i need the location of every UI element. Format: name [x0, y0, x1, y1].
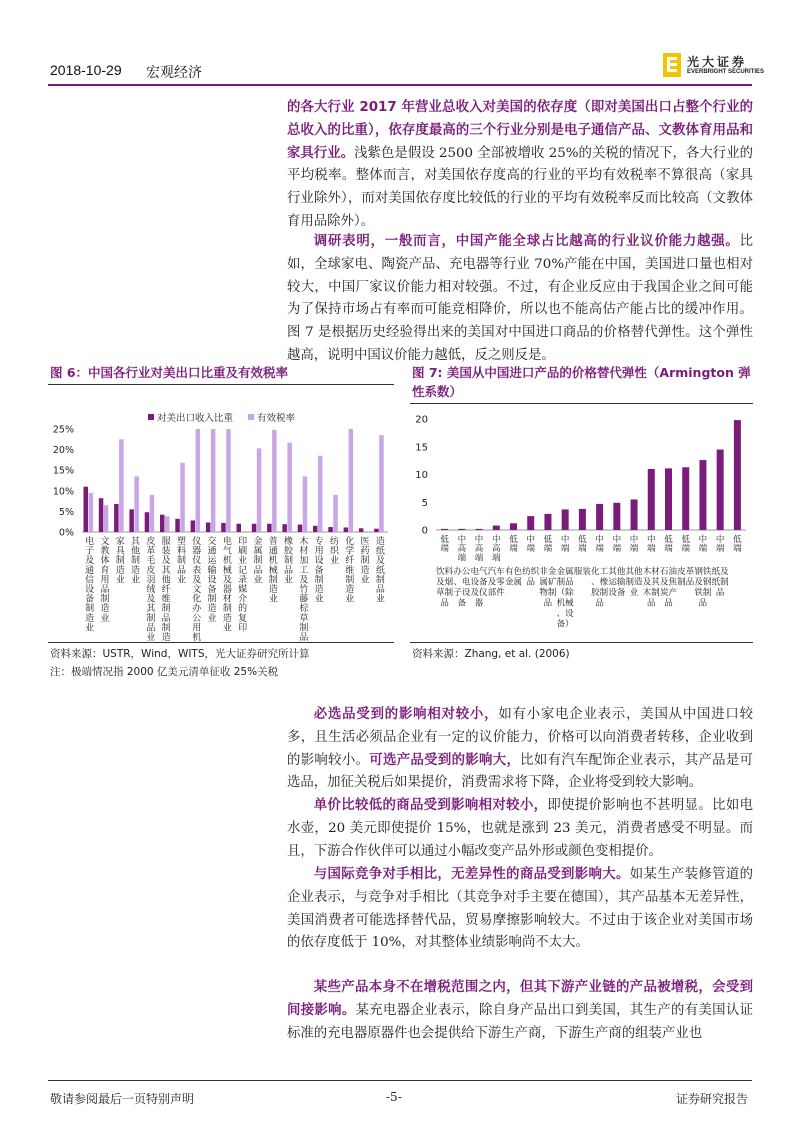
- paragraph-5-text: 如某生产装修管道的企业表示，与竞争对手相比（其竞争对手主要在德国），其产品基本无差异性，美国消费者可能选择替代品，贸易摩擦影响较大。不过由于该企业对美国市场的依存度低于 10%，对其整体业绩影响尚不太大。: [287, 867, 754, 951]
- x-category-label: 办公、电子设备: [453, 567, 471, 609]
- paragraph-3-highlight-2: 可选产品受到的影响大，: [369, 752, 521, 768]
- bar-export-share: [267, 524, 272, 532]
- footer-report-type: 证券研究报告: [676, 1092, 749, 1106]
- bar-export-share: [99, 498, 104, 532]
- bar-elasticity: [493, 526, 500, 530]
- paragraph-3-highlight-1: 必选品受到的影响相对较小，: [313, 707, 499, 722]
- x-category-label: 皮革毛皮羽绒及其制品业: [146, 537, 156, 642]
- x-category-label: 钢铁及钢铁制品: [694, 567, 712, 609]
- x-category-label: 化工、橡胶制品: [591, 567, 609, 609]
- x-group-label: 中端: [647, 535, 656, 555]
- bar-elasticity: [648, 469, 655, 530]
- x-category-label: 有色金属: [504, 567, 523, 588]
- x-category-label: 木材及其木制品: [642, 567, 660, 609]
- bar-elasticity: [613, 503, 620, 530]
- x-category-label: 电子及通信设备制造业: [85, 537, 95, 634]
- paragraph-6-highlight: 某些产品本身不在增税范围之内，但其下游产业链的产品被增税，会受到间接影响。: [287, 980, 753, 1018]
- bar-elasticity: [562, 509, 569, 530]
- bar-elasticity: [441, 529, 448, 530]
- figure-6-chart: [48, 402, 394, 642]
- paragraph-6: [287, 977, 753, 1045]
- figure-7-title: 图 7: 美国从中国进口产品的价格替代弹性（Armington 弹性系数）: [412, 365, 751, 399]
- x-category-label: 服装及其他纤维制品制造: [161, 537, 171, 642]
- x-group-label: 低端: [664, 535, 673, 555]
- x-category-label: 印刷业记录媒介的复印: [238, 537, 248, 634]
- bar-tax-rate: [287, 443, 292, 532]
- figure-6-top-rule: [48, 384, 394, 385]
- bar-export-share: [252, 524, 256, 532]
- logo-text-en: EVERBRIGHT SECURITIES: [687, 69, 765, 75]
- legend-label-1: 对美出口收入比重: [157, 413, 234, 424]
- logo-text-cn: 光大证券: [687, 55, 748, 69]
- y-tick-label: 10%: [52, 486, 74, 498]
- bar-elasticity: [665, 468, 672, 530]
- x-group-label: 中端: [715, 535, 725, 555]
- bar-tax-rate: [165, 516, 170, 532]
- figure-6-source: 资料来源：USTR，Wind，WITS，光大证券研究所计算: [50, 648, 310, 660]
- paragraph-3-text-1: 如有小家电企业表示，美国从中国进口较多，且生活必须品企业有一定的议价能力，价格可以向消费者转移，企业收到的影响较小。: [287, 707, 754, 768]
- paragraph-3-text-2: 比如有汽车配饰企业表示，其产品是可选品，加征关税后如果提价，消费需求将下降，企业将受到较大影响。: [287, 752, 754, 791]
- x-group-label: 中端: [698, 535, 708, 555]
- figure-6-title: 图 6：中国各行业对美出口比重及有效税率: [50, 365, 289, 380]
- company-logo: [663, 53, 765, 79]
- paragraph-5-highlight: 与国际竞争对手相比，无差异性的商品受到影响大。: [313, 867, 630, 882]
- bar-tax-rate: [318, 456, 323, 532]
- x-category-label: 皮革制品: [677, 567, 695, 588]
- x-group-label: 中高端: [474, 535, 484, 564]
- bar-export-share: [221, 523, 226, 532]
- bar-tax-rate: [379, 435, 384, 532]
- x-category-label: 木材加工及竹藤棕草制品: [299, 537, 309, 642]
- y-tick-label: 10: [415, 470, 428, 481]
- page-number: -5-: [386, 1090, 402, 1104]
- bar-export-share: [160, 515, 165, 532]
- bar-elasticity: [510, 523, 517, 530]
- x-group-label: 中端: [612, 535, 622, 555]
- x-category-label: 医药制造业: [360, 537, 370, 586]
- paragraph-4-highlight: 单价比较低的商品受到影响相对较小，: [313, 798, 548, 813]
- figure-7-chart: [410, 405, 753, 642]
- figure-7-bottom-rule: [410, 642, 753, 643]
- bar-export-share: [237, 524, 242, 532]
- bar-export-share: [114, 504, 119, 532]
- bar-export-share: [129, 509, 134, 532]
- bar-tax-rate: [104, 505, 109, 532]
- y-tick-label: 20: [415, 414, 428, 426]
- x-category-label: 汽车及零部件: [487, 567, 505, 598]
- bar-elasticity: [631, 499, 638, 530]
- y-tick-label: 15: [415, 442, 428, 454]
- x-category-label: 塑料制品业: [176, 537, 186, 586]
- y-tick-label: 0%: [58, 527, 74, 539]
- x-category-label: 纸及纸制品: [711, 567, 729, 598]
- x-group-label: 低端: [681, 535, 690, 555]
- bar-export-share: [328, 527, 333, 532]
- x-group-label: 低端: [578, 535, 587, 555]
- footer-disclaimer: 敬请参阅最后一页特别声明: [50, 1092, 195, 1106]
- bar-elasticity: [476, 529, 483, 530]
- x-group-label: 中端: [560, 535, 570, 555]
- x-category-label: 交通运输设备制造业: [207, 537, 217, 624]
- figure-7-source: 资料来源：Zhang, et al. (2006): [412, 648, 570, 660]
- paragraph-2: [287, 231, 753, 368]
- x-category-label: 普通机械制造业: [268, 537, 278, 605]
- x-category-label: 纺织品: [522, 567, 540, 588]
- legend-swatch-2: [248, 414, 254, 420]
- legend-label-2: 有效税率: [257, 413, 296, 424]
- x-category-label: 造纸及纸制品业: [375, 537, 385, 605]
- x-category-label: 其他运输设备: [608, 567, 626, 598]
- y-tick-label: 5%: [58, 506, 74, 518]
- bar-tax-rate: [226, 429, 231, 532]
- x-category-label: 其他制造业: [625, 567, 643, 598]
- x-group-label: 低端: [733, 535, 742, 555]
- bar-export-share: [175, 519, 180, 532]
- report-date: 2018-10-29: [50, 62, 122, 78]
- x-category-label: 化学纤维制造业: [345, 537, 355, 605]
- x-category-label: 文教体育用品制造业: [100, 537, 110, 624]
- paragraph-4: [287, 795, 753, 863]
- y-tick-label: 5: [421, 497, 428, 509]
- x-group-label: 低端: [543, 535, 553, 555]
- x-category-label: 服装: [573, 567, 591, 577]
- bar-elasticity: [734, 420, 741, 530]
- x-category-label: 电气机械及器材制造业: [222, 537, 232, 634]
- paragraph-6-text: 某充电器企业表示，除自身产品出口到美国，其生产的有美国认证标准的充电器原器件也会提供给下游生产商，下游生产商的组装产业也: [287, 1002, 753, 1041]
- paragraph-2-highlight: 调研表明，一般而言，中国产能全球占比越高的行业议价能力越强。: [313, 234, 740, 249]
- x-category-label: 电气设备及仪器: [470, 567, 488, 609]
- bar-elasticity: [579, 509, 586, 530]
- figure-7-top-rule: [410, 403, 753, 404]
- bar-export-share: [344, 527, 349, 532]
- x-category-label: 专用设备制造业: [314, 537, 324, 605]
- paragraph-3: [287, 704, 753, 795]
- bar-export-share: [282, 524, 287, 532]
- bar-export-share: [84, 487, 89, 532]
- header-rule: [48, 84, 752, 86]
- x-category-label: 饮料及烟草制品: [436, 567, 454, 609]
- bar-tax-rate: [196, 429, 201, 532]
- y-tick-label: 25%: [52, 424, 74, 436]
- report-section: 宏观经济: [146, 65, 202, 81]
- x-category-label: 纺织业: [329, 537, 339, 567]
- bar-elasticity: [527, 516, 534, 530]
- x-group-label: 中端: [526, 535, 535, 555]
- x-category-label: 其他制造业: [131, 537, 141, 586]
- bar-tax-rate: [180, 463, 185, 532]
- x-category-label: 家具制造业: [115, 537, 125, 586]
- bar-tax-rate: [211, 429, 216, 532]
- x-category-label: 金属制品（除机械、设备）: [556, 567, 574, 630]
- bar-elasticity: [596, 504, 603, 530]
- figure-6-bottom-rule: [48, 642, 394, 643]
- logo-mark-icon: [663, 53, 681, 77]
- figure-6-note: 注：极端情况指 2000 亿美元清单征收 25%关税: [50, 666, 279, 678]
- paragraph-1-text: 浅紫色是假设 2500 全部被增收 25%的关税的情况下，各大行业的平均税率。整体而言，对美国依存度高的行业的平均有效税率不算很高（家具行业除外），而对美国依存度比较低的行业的平均有效税率反而比较高（文教体育用品除外）。: [287, 145, 754, 229]
- paragraph-1-highlight: 的各大行业 2017 年营业总收入对美国的依存度（即对美国出口占整个行业的总收入的比重），依存度最高的三个行业分别是电子通信产品、文教体育用品和家具行业。: [287, 100, 753, 161]
- x-group-label: 中高端: [492, 535, 501, 564]
- x-group-label: 中端: [629, 535, 639, 555]
- bar-tax-rate: [272, 430, 277, 532]
- x-group-label: 低端: [440, 535, 449, 555]
- bar-tax-rate: [150, 495, 155, 532]
- bar-tax-rate: [119, 439, 124, 532]
- bar-tax-rate: [333, 495, 338, 532]
- y-tick-label: 20%: [52, 445, 74, 457]
- paragraph-4-text: 即使提价影响也不甚明显。比如电水壶，20 美元即使提价 15%，也就是涨到 23 美元，消费者感受不明显。而且，下游合作伙伴可以通过小幅改变产品外形或颜色变相提价。: [287, 798, 754, 859]
- bar-tax-rate: [303, 476, 308, 532]
- x-category-label: 金属制品业: [253, 537, 263, 586]
- paragraph-5: [287, 864, 753, 955]
- x-category-label: 石油及焦炭产品: [659, 567, 678, 609]
- paragraph-2-text: 比如，全球家电、陶瓷产品、充电器等行业 70%产能在中国，美国进口量也相对较大，中国厂家议价能力相对较强。不过，有企业反应由于我国企业之间可能为了保持市场占有率而可能竞相降价，所以也不能高估产能占比的缓冲作用。图 7 是根据历史经验得出来的美国对中国进口商品的价格替代弹性。这个弹性越高，说明中国议价能力越低，反之则反是。: [287, 234, 753, 363]
- bar-export-share: [374, 529, 379, 532]
- paragraph-1: [287, 97, 753, 234]
- x-group-label: 中端: [595, 535, 604, 555]
- bar-export-share: [359, 528, 364, 532]
- bar-tax-rate: [134, 476, 139, 532]
- x-category-label: 橡胶制品业: [284, 537, 294, 586]
- bar-elasticity: [682, 467, 689, 530]
- bar-elasticity: [458, 529, 465, 530]
- bar-export-share: [191, 520, 196, 532]
- bar-export-share: [313, 526, 318, 532]
- footer-rule: [48, 1080, 752, 1081]
- bar-elasticity: [544, 514, 551, 530]
- x-group-label: 低端: [509, 535, 518, 555]
- bar-tax-rate: [349, 429, 354, 532]
- bar-elasticity: [699, 460, 706, 530]
- x-category-label: 非金属矿物制品: [539, 567, 557, 609]
- bar-export-share: [206, 523, 211, 532]
- bar-elasticity: [717, 450, 724, 530]
- bar-tax-rate: [257, 448, 262, 532]
- bar-export-share: [298, 525, 303, 532]
- x-category-label: 仪器仪表及文化办公用机: [192, 537, 202, 642]
- bar-tax-rate: [89, 493, 94, 532]
- legend-swatch-1: [148, 414, 154, 420]
- bar-export-share: [145, 512, 150, 532]
- y-tick-label: 0: [421, 525, 428, 537]
- x-group-label: 中高端: [457, 535, 467, 564]
- y-tick-label: 15%: [52, 465, 74, 477]
